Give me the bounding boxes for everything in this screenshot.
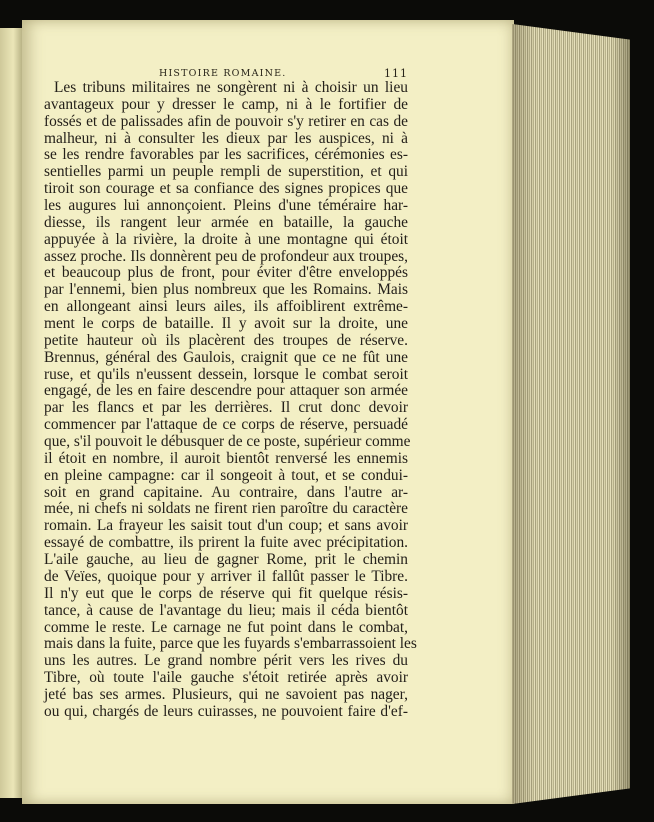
text-line: en allongeant ainsi leurs ailes, ils affoiblirent extrême- xyxy=(44,298,408,316)
text-line: jeté bas ses armes. Plusieurs, qui ne savoient pas nager, xyxy=(44,685,408,703)
text-line: assez proche. Ils donnèrent peu de profondeur aux troupes, xyxy=(44,247,408,265)
running-head-title: HISTOIRE ROMAINE. xyxy=(159,68,287,79)
text-line: ou qui, chargés de leurs cuirasses, ne pouvoient faire d'ef- xyxy=(44,702,408,720)
text-line: les augures lui annonçoient. Pleins d'une téméraire har- xyxy=(44,197,408,215)
text-line: diesse, ils rangent leur armée en bataille, la gauche xyxy=(44,213,408,231)
page-block-shading xyxy=(512,24,630,804)
text-line: uns les autres. Le grand nombre périt vers les rives du xyxy=(44,652,408,670)
body-text xyxy=(44,79,417,721)
text-line: avantageux pour y dresser le camp, ni à le fortifier de xyxy=(44,95,408,113)
text-line: Brennus, général des Gaulois, craignit que ce ne fût une xyxy=(44,348,408,366)
text-line: il étoit en nombre, il auroit bientôt renversé les ennemis xyxy=(44,449,408,467)
text-line: sentielles parmi un peuple rempli de superstition, et qui xyxy=(44,163,408,181)
text-line: tance, à cause de l'avantage du lieu; mais il céda bientôt xyxy=(44,601,408,619)
text-line: par l'ennemi, bien plus nombreux que les Romains. Mais xyxy=(44,281,408,299)
text-line: petite hauteur où ils placèrent des troupes de réserve. xyxy=(44,331,408,349)
text-line: mais dans la fuite, parce que les fuyards s'embarrassoient les xyxy=(44,635,417,653)
text-line: Les tribuns militaires ne songèrent ni à choisir un lieu xyxy=(54,79,408,96)
text-line: appuyée à la rivière, la droite à une montagne qui étoit xyxy=(44,230,408,248)
text-line: en pleine campagne: car il songeoit à tout, et se condui- xyxy=(44,466,408,484)
text-line: se les rendre favorables par les sacrifices, cérémonies es- xyxy=(44,146,408,164)
text-line: par les flancs et par les derrières. Il crut donc devoir xyxy=(44,399,408,417)
text-line: ruse, et qu'ils n'eussent dessein, lorsque le combat seroit xyxy=(44,365,408,383)
text-line: essayé de combattre, ils prirent la fuite avec précipitation. xyxy=(44,534,408,552)
text-line: fossés et de palissades afin de pouvoir s'y retirer en cas de xyxy=(44,112,408,130)
page-number: 111 xyxy=(384,67,408,80)
text-line: ment le corps de bataille. Il y avoit sur la droite, une xyxy=(44,315,408,333)
text-line: Tibre, où toute l'aile gauche s'étoit retirée après avoir xyxy=(44,669,408,687)
text-line: L'aile gauche, au lieu de gagner Rome, prit le chemin xyxy=(44,551,408,569)
facing-page-edge xyxy=(0,28,22,798)
text-line: et beaucoup plus de front, pour éviter d'être enveloppés xyxy=(44,264,408,282)
text-line: malheur, ni à consulter les dieux par les auspices, ni à xyxy=(44,129,408,147)
text-line: que, s'il pouvoit le débusquer de ce poste, supérieur comme xyxy=(44,433,411,451)
text-line: tiroit son courage et sa confiance des signes propices que xyxy=(44,180,408,198)
text-line: commencer par l'attaque de ce corps de réserve, persuadé xyxy=(44,416,408,434)
text-line: de Veïes, quoique pour y arriver il fallût passer le Tibre. xyxy=(44,567,408,585)
text-line: mée, ni chefs ni soldats ne firent rien paroître du caractère xyxy=(44,500,408,518)
text-line: soit en grand capitaine. Au contraire, dans l'autre ar- xyxy=(44,483,408,501)
text-line: engagé, de les en faire descendre pour attaquer son armée xyxy=(44,382,408,400)
text-line: Il n'y eut que le corps de réserve qui fit quelque résis- xyxy=(44,584,408,602)
text-line: romain. La frayeur les saisit tout d'un coup; et sans avoir xyxy=(44,517,408,535)
text-line: comme le reste. Le carnage ne fut point dans le combat, xyxy=(44,618,408,636)
